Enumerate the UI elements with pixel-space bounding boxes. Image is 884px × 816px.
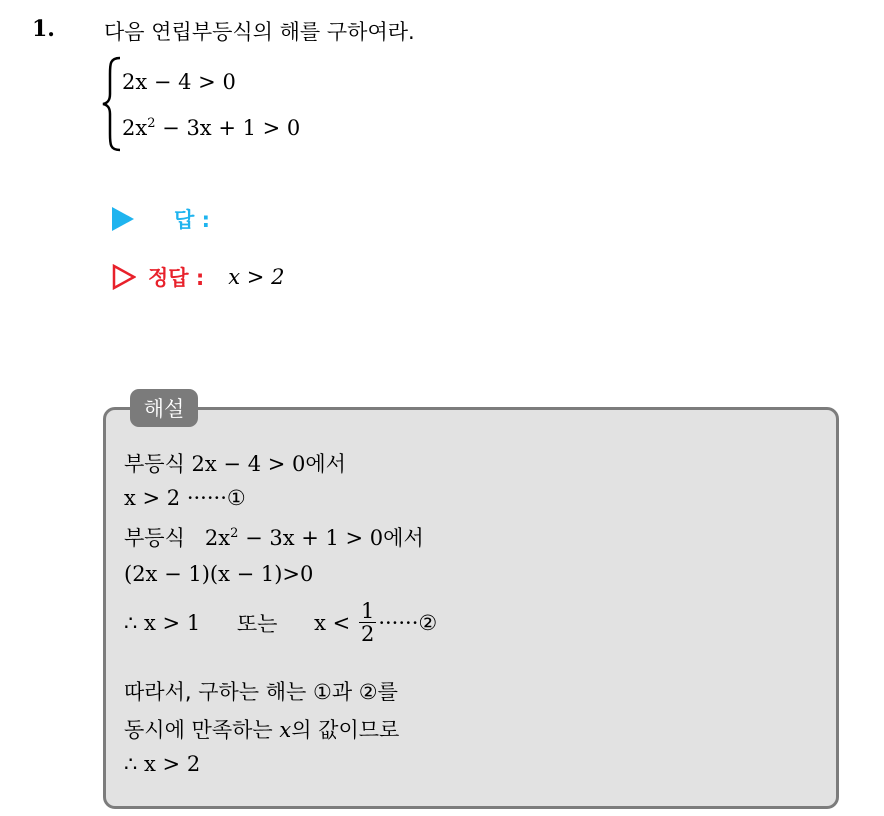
system-brace-icon <box>100 56 122 152</box>
solution-line-5: ∴ x > 1 또는 x < $\frac{1}{2}$ ······② <box>124 599 438 646</box>
question-text: 다음 연립부등식의 해를 구하여라. <box>104 20 415 44</box>
fraction-one-half: $\frac{1}{2}$ <box>360 599 375 646</box>
outline-triangle-icon <box>112 264 136 290</box>
solution-tab: 해설 <box>130 389 198 427</box>
system-equation-2: $2x^2 - 3x + 1 > 0$ <box>122 116 301 140</box>
solution-line-2: x > 2 ······① <box>124 486 246 510</box>
correct-answer-row <box>112 262 284 292</box>
answer-label: 답 : <box>174 208 210 232</box>
solution-line-8: ∴ x > 2 <box>124 752 201 776</box>
correct-answer-value: x > 2 <box>228 265 285 289</box>
solution-line-3: 부등식 $2x^2 - 3x + 1 > 0$에서 <box>124 526 424 550</box>
correct-answer-label: 정답 : <box>148 266 205 290</box>
solution-line-7: 동시에 만족하는 x의 값이므로 <box>124 718 400 742</box>
question-number: 1. <box>32 16 55 42</box>
solution-line-4: (2x − 1)(x − 1)>0 <box>124 562 314 586</box>
solution-line-6: 따라서, 구하는 해는 ①과 ②를 <box>124 680 398 704</box>
answer-row <box>112 204 210 234</box>
system-equation-1: 2x − 4 > 0 <box>122 70 236 94</box>
play-icon <box>112 207 134 231</box>
solution-line-1: 부등식 2x − 4 > 0에서 <box>124 452 346 476</box>
